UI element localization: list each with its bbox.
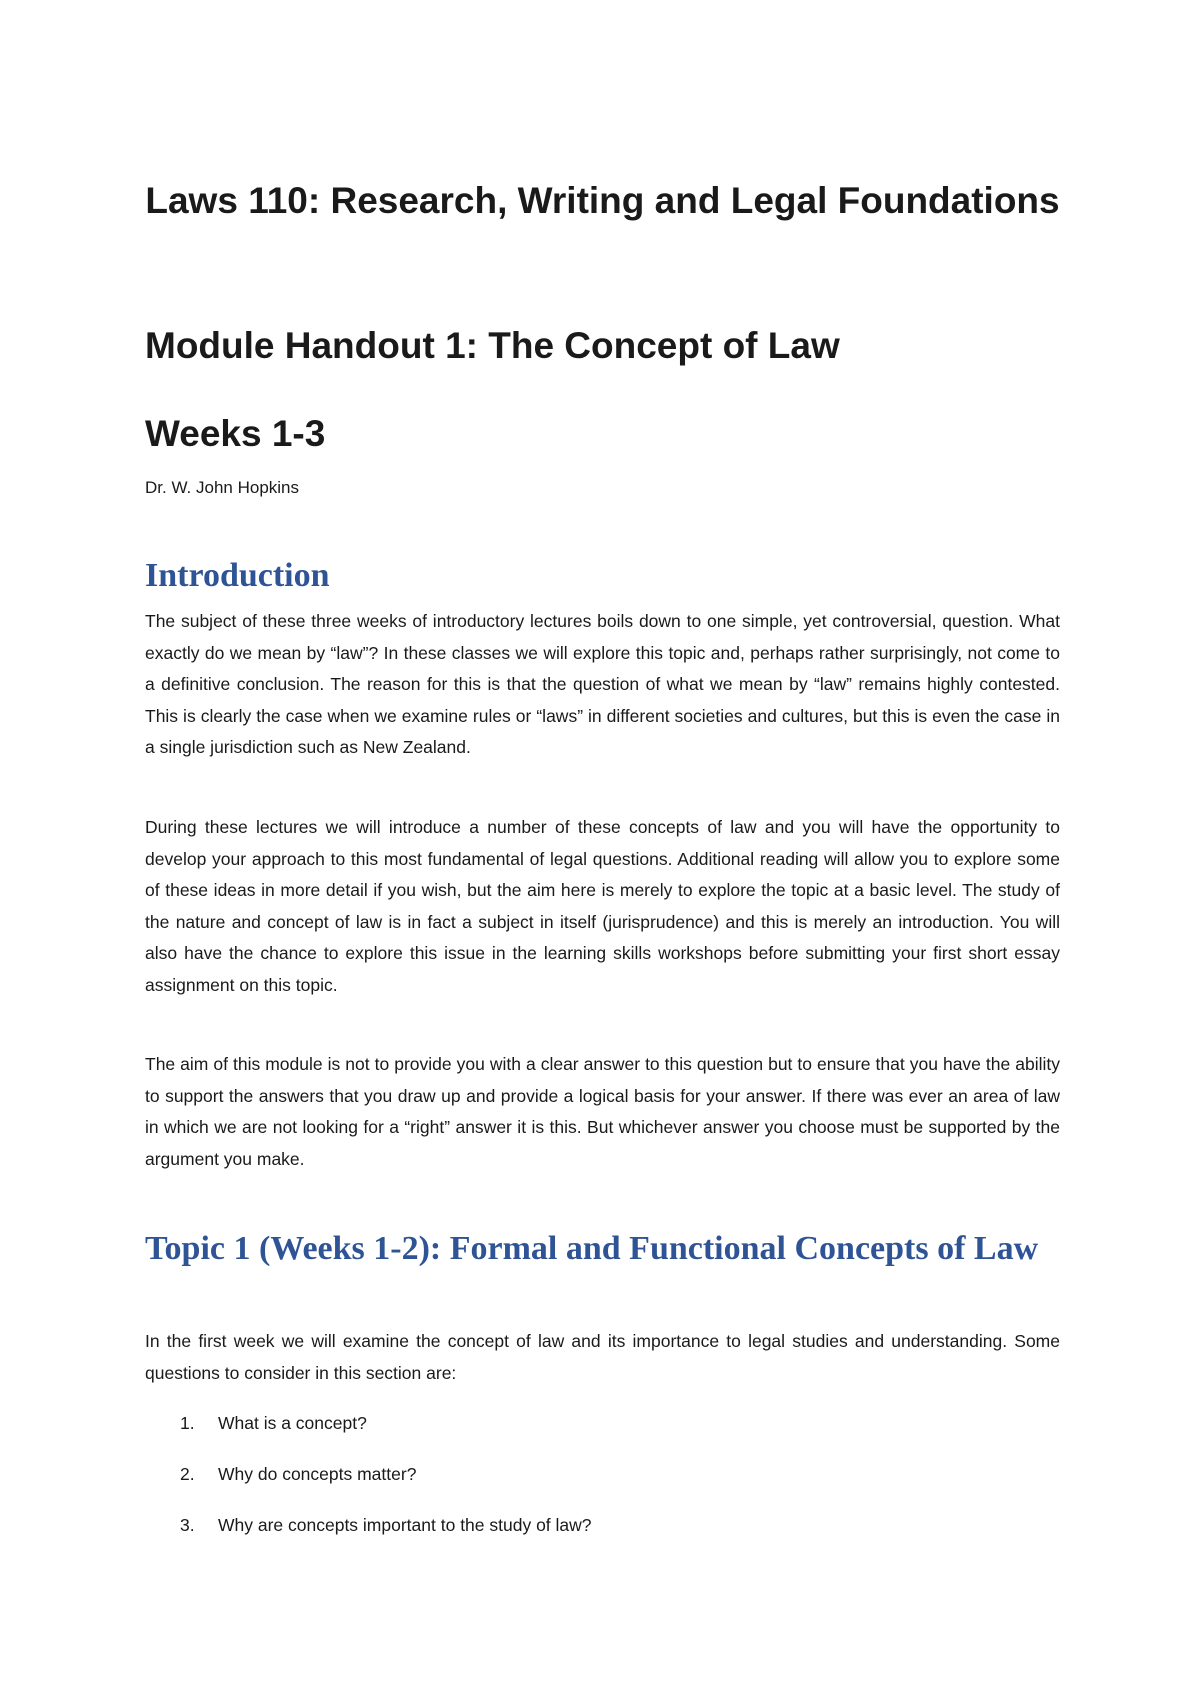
document-title: Laws 110: Research, Writing and Legal Foundations (145, 180, 1060, 221)
topic-1-paragraph: In the first week we will examine the concept of law and its importance to legal studies and understanding. Some questions to consider in this section are: (145, 1331, 1060, 1383)
list-item (145, 1411, 592, 1462)
list-item-number: 2. (180, 1464, 195, 1484)
introduction-heading: Introduction (145, 557, 330, 594)
list-item-text: Why do concepts matter? (218, 1464, 417, 1484)
weeks-label: Weeks 1-3 (145, 413, 326, 454)
intro-paragraph-1: The subject of these three weeks of introductory lectures boils down to one simple, yet controversial, question. What exactly do we mean by “law”? In these classes we will explore this topic and, perhaps rather surprisingly, not come to a definitive conclusion. The reason for this is that the question of what we mean by “law” remains highly contested. This is clearly the case when we examine rules or “laws” in different societies and cultures, but this is even the case in a single jurisdiction such as New Zealand. (145, 611, 1060, 757)
list-item-number: 3. (180, 1515, 195, 1535)
topic-1-heading: Topic 1 (Weeks 1-2): Formal and Functional Concepts of Law (145, 1230, 1039, 1267)
intro-paragraph-2: During these lectures we will introduce a number of these concepts of law and you will have the opportunity to develop your approach to this most fundamental of legal questions. Additional reading will allow you to explore some of these ideas in more detail if you wish, but the aim here is merely to explore the topic at a basic level. The study of the nature and concept of law is in fact a subject in itself (jurisprudence) and this is merely an introduction. You will also have the chance to explore this issue in the learning skills workshops before submitting your first short essay assignment on this topic. (145, 817, 1060, 995)
list-item (145, 1462, 592, 1513)
list-item-text: Why are concepts important to the study of law? (218, 1515, 592, 1535)
intro-paragraph-3: The aim of this module is not to provide you with a clear answer to this question but to ensure that you have the ability to support the answers that you draw up and provide a logical basis for your answer. If there was ever an area of law in which we are not looking for a “right” answer it is this. But whichever answer you choose must be supported by the argument you make. (145, 1054, 1060, 1169)
question-list (145, 1411, 592, 1564)
list-item-number: 1. (180, 1413, 195, 1433)
list-item (145, 1513, 592, 1564)
list-item-text: What is a concept? (218, 1413, 367, 1433)
module-subtitle: Module Handout 1: The Concept of Law (145, 325, 840, 366)
author-name: Dr. W. John Hopkins (145, 478, 300, 497)
